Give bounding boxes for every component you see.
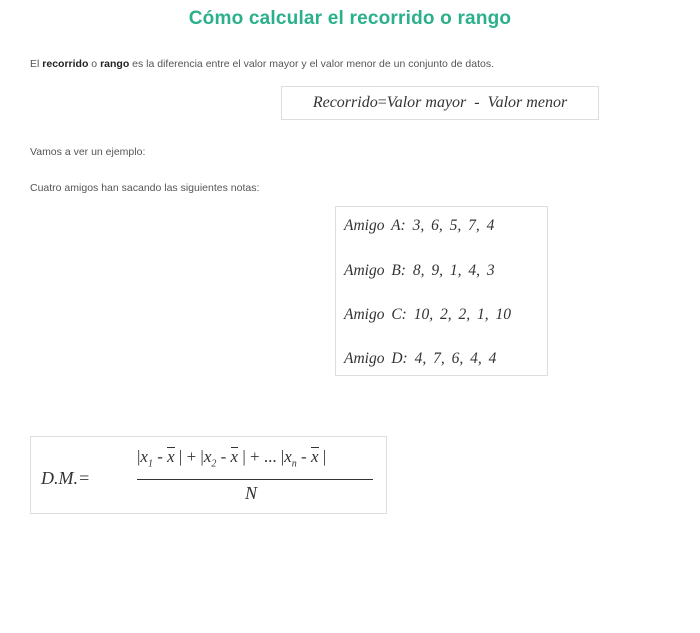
grade-row-a <box>344 217 494 235</box>
grade-values: 3, 6, 5, 7, 4 <box>412 217 495 234</box>
grade-row-c <box>344 306 511 324</box>
fraction-bar <box>137 479 373 480</box>
friends-intro: Cuatro amigos han sacando las siguientes notas: <box>30 182 260 194</box>
grade-values: 10, 2, 2, 1, 10 <box>413 306 511 323</box>
definition-prefix: El <box>30 58 43 70</box>
mean-deviation-label: D.M.= <box>41 468 91 488</box>
grades-box <box>335 206 548 376</box>
grade-label: Amigo B: <box>344 262 406 279</box>
definition-paragraph <box>30 58 494 70</box>
formula-left: Recorrido <box>312 94 378 111</box>
definition-suffix: es la diferencia entre el valor mayor y el valor menor de un conjunto de datos. <box>129 58 495 70</box>
term-recorrido: recorrido <box>42 58 89 70</box>
formula-minus: - <box>474 94 480 111</box>
example-intro: Vamos a ver un ejemplo: <box>30 146 146 158</box>
grade-values: 8, 9, 1, 4, 3 <box>412 262 495 279</box>
mean-deviation-denominator: N <box>245 483 258 503</box>
mean-deviation-numerator: $|x_1$ - x | + $|x_2$ - x | + ... $|x_n$ - x | <box>137 447 327 470</box>
formula-term-max: Valor mayor <box>386 94 467 111</box>
formula-equals: = <box>377 94 387 111</box>
grade-row-d <box>344 350 496 368</box>
grade-row-b <box>344 262 495 280</box>
grade-values: 4, 7, 6, 4, 4 <box>414 350 497 367</box>
range-formula-box <box>281 86 599 120</box>
formula-term-min: Valor menor <box>487 94 568 111</box>
grade-label: Amigo C: <box>344 306 407 323</box>
page-title: Cómo calcular el recorrido o rango <box>188 8 512 29</box>
term-rango: rango <box>100 58 130 70</box>
grade-label: Amigo A: <box>344 217 406 234</box>
mean-deviation-formula-box <box>30 436 387 514</box>
grade-label: Amigo D: <box>344 350 408 367</box>
definition-connector: o <box>88 58 101 70</box>
